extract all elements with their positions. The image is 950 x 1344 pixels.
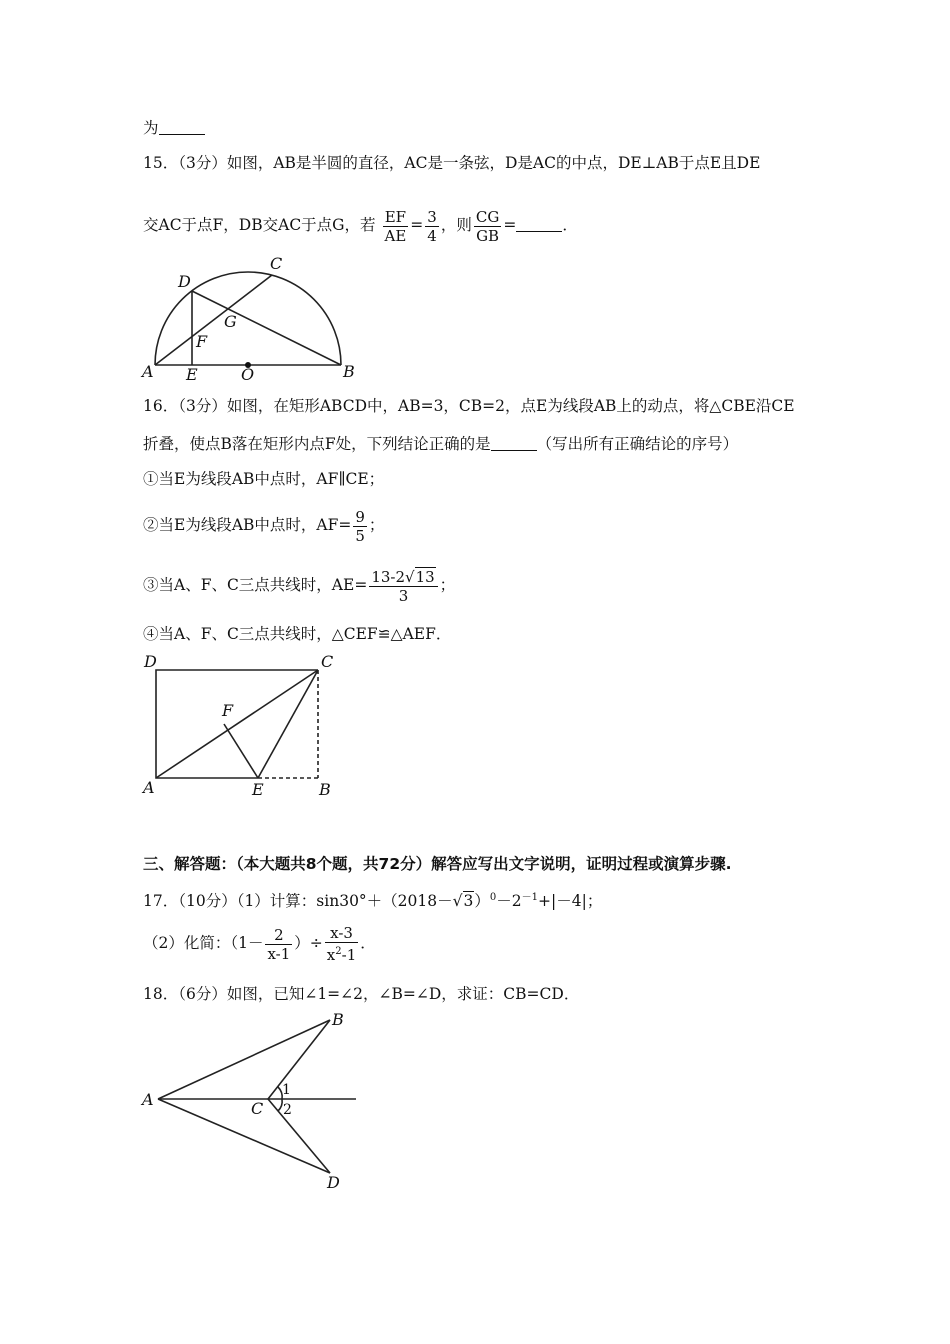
- q15-ratio1-num2: 3: [427, 207, 437, 226]
- prev-question-tail: [143, 117, 205, 139]
- q17-text-c: －2: [496, 892, 522, 911]
- segment-db: [192, 291, 341, 365]
- label-d: D: [327, 1173, 340, 1192]
- label-angle-1: 1: [282, 1082, 291, 1098]
- q16-opt2-end: ；: [368, 516, 385, 534]
- q16-opt2-frac: [353, 508, 367, 545]
- q15-text-b: ，则: [440, 216, 472, 234]
- q16-opt3-frac: [369, 568, 437, 605]
- q16-opt3-end: ；: [439, 576, 456, 594]
- segment-fe: [224, 724, 258, 778]
- segment-ab: [158, 1020, 330, 1099]
- label-c: C: [270, 254, 283, 273]
- q17-frac1-den: x-1: [267, 944, 291, 963]
- q16-text-a: 折叠，使点B落在矩形内点F处，下列结论正确的是: [143, 435, 491, 453]
- segment-cd: [268, 1099, 330, 1173]
- q16-option-4: ④当A、F、C三点共线时，△CEF≌△AEF．: [143, 625, 452, 643]
- q17-sup1: －1: [521, 892, 539, 903]
- q16-option-2: [143, 503, 384, 547]
- q17-frac2-num: x-3: [325, 924, 358, 943]
- q15-ratio2-eq: =: [503, 216, 517, 234]
- q16-figure-rectangle: [140, 652, 340, 802]
- q17-line1: 17．（10分）（1）计算：$\sin 30^\circ+(2018-√3)^0-2^{-1}+|-4|$；: [143, 892, 603, 911]
- label-b: B: [343, 362, 355, 381]
- q17-line2-end: ．: [360, 934, 376, 952]
- label-f: F: [196, 332, 208, 351]
- q17-line2: [143, 920, 376, 966]
- q16-opt3-num: 13-2√13: [369, 568, 437, 587]
- q15-ratio1-num: EF: [383, 208, 409, 227]
- label-o: O: [241, 365, 255, 384]
- q17-root: 3: [463, 892, 474, 911]
- q15-ratio2-num: CG: [475, 207, 500, 226]
- q17-text-d: +|－4|；: [538, 892, 603, 911]
- q16-opt2-text: ②当E为线段AB中点时，AF=: [143, 516, 352, 534]
- label-d: D: [178, 272, 191, 291]
- label-e: E: [252, 780, 264, 799]
- q15-ratio-3-4: [425, 208, 439, 245]
- prev-tail-text: 为: [143, 119, 159, 137]
- section3-heading: 三、解答题：（本大题共8个题，共72分）解答应写出文字说明，证明过程或演算步骤.: [143, 855, 732, 873]
- q17-text-a: 17．（10分）（1）计算：sin30°＋（2018－: [143, 892, 453, 911]
- q17-frac2-den: [325, 943, 358, 964]
- q17-text-b: ）: [474, 892, 490, 911]
- q18-figure: [140, 1008, 370, 1193]
- q16-option-1: ①当E为线段AB中点时，AF∥CE；: [143, 470, 385, 488]
- q15-ratio1-eq: =: [410, 216, 424, 234]
- q16-answer-blank[interactable]: [491, 434, 537, 451]
- q17-frac1: [265, 926, 292, 963]
- q15-figure-semicircle: [140, 254, 355, 384]
- q16-opt2-num: 9: [355, 507, 365, 526]
- q17-sup0: 0: [489, 892, 497, 903]
- q16-opt3-num-a: 13-2: [371, 567, 406, 586]
- label-c: C: [251, 1099, 264, 1118]
- q16-text-b: （写出所有正确结论的序号）: [536, 435, 739, 453]
- label-d: D: [144, 652, 157, 671]
- angle-arc-2: [278, 1099, 282, 1111]
- label-c: C: [321, 652, 334, 671]
- segment-ad: [158, 1099, 330, 1173]
- label-b: B: [319, 780, 331, 799]
- q15-line1: 15．（3分）如图，AB是半圆的直径，AC是一条弦，D是AC的中点，DE⊥AB于点E且DE: [143, 154, 761, 172]
- q16-line1: 16．（3分）如图，在矩形ABCD中，AB=3，CB=2，点E为线段AB上的动点，将△CBE沿CE: [143, 397, 795, 415]
- label-b: B: [332, 1010, 344, 1029]
- q16-option-3: [143, 563, 455, 607]
- q17-frac2-den-sup: 2: [335, 946, 342, 957]
- q15-ratio-cg-gb: [474, 208, 501, 245]
- chord-ac: [155, 275, 272, 365]
- answer-blank[interactable]: [159, 118, 205, 135]
- label-e: E: [186, 365, 198, 384]
- segment-cb: [268, 1020, 330, 1099]
- q15-ratio2-den: GB: [476, 226, 500, 245]
- q15-ratio1-den2: 4: [427, 226, 437, 245]
- q15-ratio-ef-ae: [383, 208, 409, 245]
- label-a: A: [142, 1090, 154, 1109]
- q17-frac2: [325, 924, 358, 964]
- q17-line2-text-a: （2）化简：（1－: [143, 934, 264, 952]
- q16-opt3-text: ③当A、F、C三点共线时，AE=: [143, 576, 368, 594]
- segment-ce: [258, 670, 318, 778]
- q17-line2-text-b: ）÷: [294, 934, 323, 952]
- segment-ac: [156, 670, 318, 778]
- q17-frac2-den-a: x: [326, 946, 336, 964]
- label-a: A: [143, 778, 155, 797]
- q16-line2: [143, 433, 738, 455]
- q15-end: ．: [562, 216, 578, 234]
- q15-ratio1-den: AE: [384, 226, 407, 245]
- q16-opt2-den: 5: [355, 526, 365, 545]
- q17-frac1-num: 2: [265, 926, 292, 945]
- q17-frac2-den-b: -1: [341, 946, 357, 964]
- q16-opt3-den: 3: [398, 586, 409, 605]
- q15-answer-blank[interactable]: [516, 215, 562, 232]
- q18-line1: 18．（6分）如图，已知∠1=∠2，∠B=∠D，求证：CB=CD．: [143, 985, 580, 1003]
- q15-line2: [143, 204, 578, 246]
- label-a: A: [142, 362, 154, 381]
- q16-opt3-root: 13: [415, 567, 435, 586]
- label-g: G: [224, 312, 237, 331]
- q15-text-a: 交AC于点F，DB交AC于点G，若: [143, 216, 376, 234]
- label-f: F: [222, 701, 234, 720]
- label-angle-2: 2: [283, 1102, 292, 1118]
